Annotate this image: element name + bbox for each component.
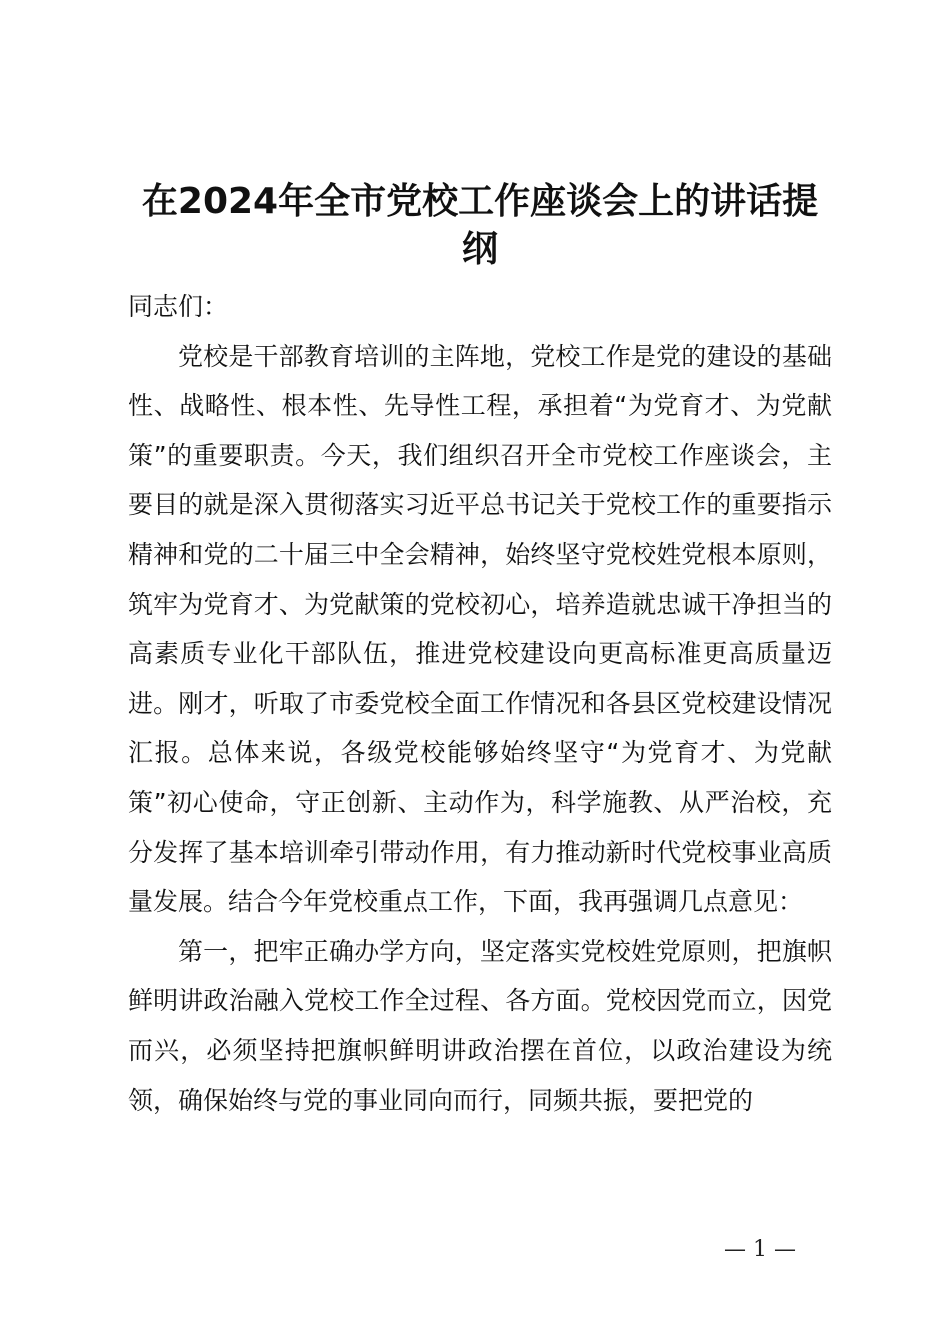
paragraph-1: 党校是干部教育培训的主阵地，党校工作是党的建设的基础性、战略性、根本性、先导性工程，承担着“为党育才、为党献策”的重要职责。今天，我们组织召开全市党校工作座谈会，主要目的就是深入贯彻落实习近平总书记关于党校工作的重要指示精神和党的二十届三中全会精神，始终坚守党校姓党根本原则，筑牢为党育才、为党献策的党校初心，培养造就忠诚干净担当的高素质专业化干部队伍，推进党校建设向更高标准更高质量迈进。刚才，听取了市委党校全面工作情况和各县区党校建设情况汇报。总体来说，各级党校能够始终坚守“为党育才、为党献策”初心使命，守正创新、主动作为，科学施教、从严治校，充分发挥了基本培训牵引带动作用，有力推动新时代党校事业高质量发展。结合今年党校重点工作，下面，我再强调几点意见： [128, 341, 832, 917]
page-number: — 1 — [724, 1237, 796, 1262]
salutation: 同志们： [128, 292, 229, 321]
paragraph-2: 第一，把牢正确办学方向，坚定落实党校姓党原则，把旗帜鲜明讲政治融入党校工作全过程、各方面。党校因党而立，因党而兴，必须坚持把旗帜鲜明讲政治摆在首位，以政治建设为统领，确保始终与党的事业同向而行，同频共振，要把党的 [128, 936, 832, 1115]
document-body [128, 282, 832, 1125]
document-title: 在2024年全市党校工作座谈会上的讲话提纲 [141, 181, 819, 270]
